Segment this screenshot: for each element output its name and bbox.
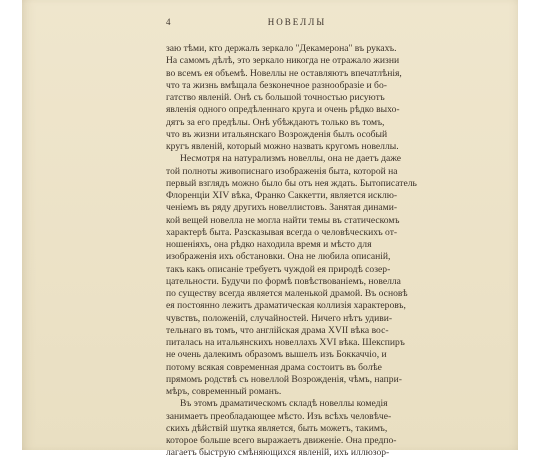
text-line: Несмотря на натурализмъ новеллы, она не даетъ даже — [180, 153, 401, 165]
text-line: прямомъ родствѣ съ новеллой Возрожденія, чѣмъ, напри- — [166, 373, 402, 385]
text-line: Въ этомъ драматическомъ складѣ новеллы комедія — [180, 398, 388, 410]
text-line: занимаетъ преобладающее мѣсто. Изъ всѣхъ человѣче- — [166, 410, 392, 422]
text-line: На самомъ дѣлѣ, это зеркало никогда не отражало жизни — [166, 55, 400, 67]
text-line: не очень далекимъ образомъ вышелъ изъ Боккаччіо, и — [166, 349, 387, 361]
text-line: во всемъ ея объемѣ. Новеллы не оставляютъ впечатлѣнія, — [166, 67, 402, 79]
page-header — [166, 17, 428, 31]
text-line: по существу всегда является маленькой драмой. Въ основѣ — [166, 288, 408, 299]
text-line: Флоренціи XIV вѣка, Франко Саккетти, является исклю- — [166, 190, 398, 201]
text-line: чувствъ, положеній, случайностей. Ничего нѣтъ удиви- — [166, 312, 393, 324]
page-number: 4 — [166, 17, 171, 27]
text-line: кругъ явленій, который можно назвать кругомъ новеллы. — [166, 141, 399, 152]
text-line: характерѣ быта. Разсказывая всегда о человѣческихъ от- — [166, 226, 398, 238]
text-line: ченіемъ въ ряду другихъ новеллистовъ. Занятая динами- — [166, 202, 398, 214]
text-line: потому всякая современная драма состоитъ въ болѣе — [166, 361, 382, 373]
running-title: НОВЕЛЛЫ — [267, 17, 327, 27]
text-line: которое больше всего выражаетъ движеніе. Она предпо- — [166, 435, 397, 446]
text-line: изображенія ихъ обстановки. Она не любила описаній, — [166, 251, 391, 263]
text-line: заю тѣми, кто держалъ зеркало "Декамерона" въ рукахъ. — [166, 43, 397, 54]
text-line: мѣръ, современный романъ. — [166, 386, 282, 397]
text-line: такъ какъ описаніе требуетъ чуждой ея природѣ созер- — [166, 263, 391, 275]
text-line: кой вещей новелла не могла найти темы въ статическомъ — [166, 214, 400, 226]
text-line: первый взглядъ можно было бы отъ нея ждать. Бытописатель — [166, 177, 417, 189]
text-line: что та жизнь вмѣщала безконечное разнообразіе и бо- — [166, 79, 387, 91]
body-text — [166, 43, 428, 460]
text-line: ношеніяхъ, она рѣдко находила время и мѣсто для — [166, 239, 372, 250]
text-line: тельнаго въ томъ, что англійская драма XVII вѣка вос- — [166, 324, 389, 336]
text-line: лагаетъ быструю смѣняющихся явленій, ихъ иллюзор- — [166, 447, 390, 459]
text-line: дятъ за его предѣлы. Онѣ убѣждаютъ только въ томъ, — [166, 116, 385, 128]
text-line: гатство явленій. Онѣ съ большой точностью рисуютъ — [166, 92, 385, 103]
book-page — [22, 0, 518, 459]
text-line: скихъ дѣйствій шутка является, быть можетъ, такимъ, — [166, 422, 388, 434]
text-line: цательности. Будучи по формѣ повѣствованіемъ, новелла — [166, 275, 401, 287]
text-line: явленія одного опредѣленнаго круга и очень рѣдко выхо- — [166, 104, 400, 116]
text-line: что въ жизни итальянскаго Возрожденія былъ особый — [166, 128, 388, 140]
text-line: той полноты живописнаго изображенія быта, которой на — [166, 165, 398, 177]
text-line: питалась на итальянскихъ новеллахъ XVI вѣка. Шекспиръ — [166, 337, 405, 348]
text-line: ея постоянно лежитъ драматическая коллизія характеровъ, — [166, 300, 406, 312]
